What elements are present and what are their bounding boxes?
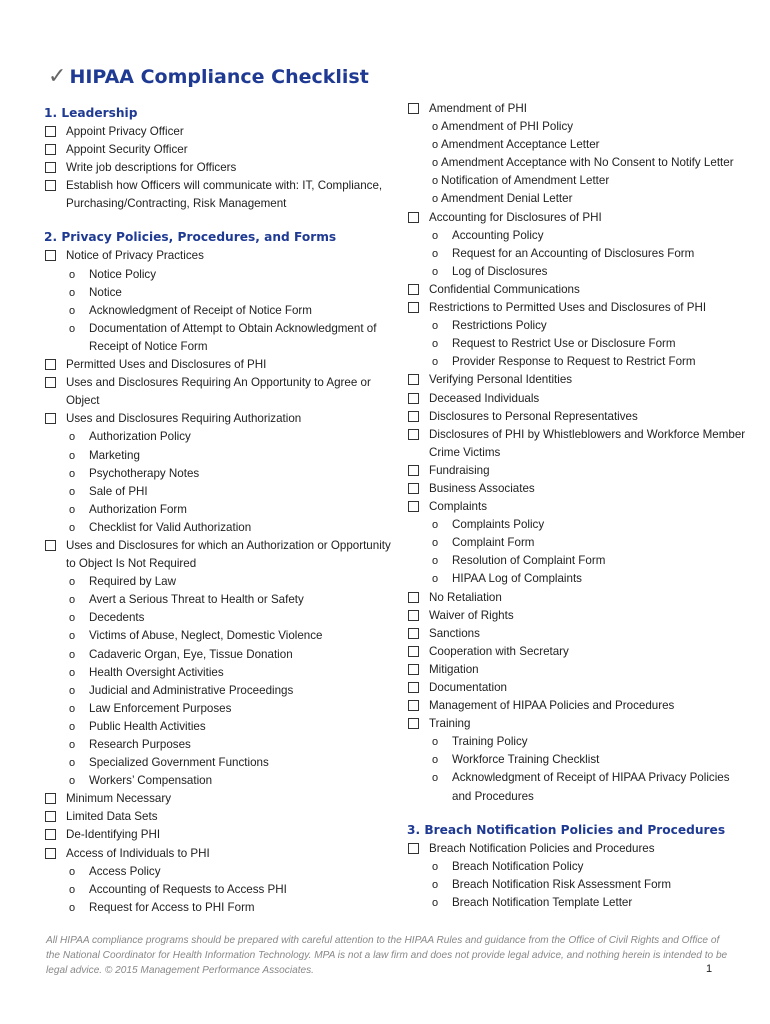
checklist-subitem: [44, 646, 394, 664]
item-label: Required by Law: [89, 575, 177, 589]
bullet-icon: o: [431, 356, 439, 369]
item-label: Accounting for Disclosures of PHI: [429, 210, 602, 224]
checkbox[interactable]: [45, 848, 56, 859]
checklist-item: [44, 177, 394, 213]
checklist-item: [407, 679, 747, 697]
bullet-icon: o: [431, 772, 439, 785]
item-label: Avert a Serious Threat to Health or Safety: [89, 593, 304, 607]
item-label: Amendment Acceptance Letter: [441, 138, 600, 152]
checklist-item: [44, 123, 394, 141]
checklist-item: [407, 643, 747, 661]
item-label: No Retaliation: [429, 590, 502, 604]
item-label: Mitigation: [429, 662, 479, 676]
checkbox[interactable]: [45, 250, 56, 261]
section-spacer: [407, 806, 747, 817]
checklist-subitem: [44, 284, 394, 302]
item-label: Management of HIPAA Policies and Procedures: [429, 699, 675, 713]
bullet-icon: o: [431, 860, 439, 873]
bullet-icon: o: [68, 612, 76, 625]
checkbox[interactable]: [408, 212, 419, 223]
item-label: Documentation: [429, 681, 507, 694]
item-label: Request to Restrict Use or Disclosure Form: [452, 337, 676, 351]
checklist-subitem: [44, 736, 394, 754]
checklist-item: [407, 715, 747, 733]
checklist-subitem: [44, 718, 394, 736]
item-label: Public Health Activities: [89, 719, 206, 733]
item-label: Complaint Form: [452, 536, 535, 550]
checklist-subitem: [407, 136, 747, 154]
item-label: Amendment of PHI: [429, 102, 527, 115]
item-label: Checklist for Valid Authorization: [89, 520, 252, 534]
checklist-subitem: [44, 320, 394, 356]
item-label: Minimum Necessary: [66, 792, 172, 806]
item-label: Breach Notification Template Letter: [452, 895, 633, 909]
bullet-icon: o: [68, 576, 76, 589]
checkbox[interactable]: [408, 843, 419, 854]
checkbox[interactable]: [408, 700, 419, 711]
checklist-subitem: [44, 266, 394, 284]
bullet-icon: o: [68, 648, 76, 661]
checklist-subitem: [407, 769, 747, 805]
checkbox[interactable]: [408, 483, 419, 494]
checklist-item: [44, 374, 394, 410]
checklist-item: [44, 826, 394, 844]
item-label: Notice of Privacy Practices: [66, 249, 204, 263]
item-label: Deceased Individuals: [429, 391, 540, 405]
checklist-item: [407, 661, 747, 679]
item-label: Notice Policy: [89, 267, 157, 281]
checkbox[interactable]: [408, 682, 419, 693]
checklist-subitem: [44, 501, 394, 519]
item-label: Sale of PHI: [89, 484, 148, 498]
item-label: Confidential Communications: [429, 282, 580, 296]
checklist-item: [407, 462, 747, 480]
item-label: Fundraising: [429, 463, 490, 477]
section-spacer: [44, 213, 394, 224]
checklist-subitem: [44, 609, 394, 627]
checklist-item: [407, 100, 747, 118]
checklist-subitem: [44, 881, 394, 899]
checklist-item: [407, 607, 747, 625]
item-label: Amendment Acceptance with No Consent to Notify Letter: [441, 156, 734, 170]
checklist-item: [407, 371, 747, 389]
checklist-item: [44, 790, 394, 808]
checklist-item: [44, 356, 394, 374]
bullet-icon: o: [68, 630, 76, 643]
checklist-item: [44, 808, 394, 826]
disclaimer-footer: All HIPAA compliance programs should be prepared with careful attention to the HIPAA Rules and guidance from the Office of Civil Rights and Office of the National Coordinator for Health Information Technology. MPA is not a law firm and does not provide legal advice, and nothing herein is intended to be legal advice. © 2015 Management Performance Associates.: [46, 935, 728, 976]
checklist-subitem: [44, 627, 394, 645]
bullet-icon: o: [68, 702, 76, 715]
item-label: Request for Access to PHI Form: [89, 900, 255, 914]
checkbox[interactable]: [408, 610, 419, 621]
checklist-subitem: [44, 447, 394, 465]
checkbox[interactable]: [45, 793, 56, 804]
checklist-subitem: [44, 573, 394, 591]
checklist-subitem: [407, 335, 747, 353]
item-label: Access Policy: [89, 864, 161, 878]
bullet-icon: o: [68, 720, 76, 733]
checklist-subitem: [407, 534, 747, 552]
item-label: Judicial and Administrative Proceedings: [89, 683, 294, 697]
checklist-subitem: [44, 682, 394, 700]
left-column: [44, 100, 394, 917]
item-label: Workers’ Compensation: [89, 774, 213, 788]
checklist-subitem: [407, 353, 747, 371]
item-label: Notice: [89, 285, 122, 299]
checklist-subitem: [407, 227, 747, 245]
bullet-icon: o: [68, 594, 76, 607]
bullet-icon: o: [431, 121, 439, 134]
item-label: Permitted Uses and Disclosures of PHI: [66, 358, 267, 372]
checklist-subitem: [407, 894, 747, 912]
item-label: Amendment of PHI Policy: [441, 120, 574, 134]
bullet-icon: o: [68, 322, 76, 335]
item-label: Training: [429, 717, 471, 731]
item-label: Disclosures of PHI by Whistleblowers and Workforce Member Crime Victims: [429, 427, 746, 459]
checklist-item: [407, 589, 747, 607]
bullet-icon: o: [431, 754, 439, 767]
checkbox[interactable]: [45, 162, 56, 173]
item-label: Breach Notification Policies and Procedures: [429, 841, 655, 855]
item-label: Research Purposes: [89, 738, 191, 751]
item-label: Marketing: [89, 448, 140, 462]
checklist-subitem: [44, 754, 394, 772]
section-heading: 1. Leadership: [44, 106, 138, 120]
checkbox[interactable]: [408, 393, 419, 404]
bullet-icon: o: [68, 268, 76, 281]
checklist-subitem: [44, 519, 394, 537]
item-label: Verifying Personal Identities: [429, 373, 573, 387]
checkbox[interactable]: [45, 540, 56, 551]
bullet-icon: o: [68, 757, 76, 770]
section-heading: 2. Privacy Policies, Procedures, and Forms: [44, 230, 337, 245]
checkbox[interactable]: [408, 284, 419, 295]
item-label: Acknowledgment of Receipt of HIPAA Privacy Policies and Procedures: [452, 771, 730, 803]
item-label: De-Identifying PHI: [66, 828, 161, 842]
item-label: Restrictions to Permitted Uses and Disclosures of PHI: [429, 301, 707, 315]
checklist-subitem: [407, 118, 747, 136]
section-heading: 3. Breach Notification Policies and Procedures: [407, 822, 726, 837]
item-label: Sanctions: [429, 626, 480, 640]
checklist-item: [44, 845, 394, 863]
item-label: Workforce Training Checklist: [452, 753, 600, 767]
checklist-item: [407, 426, 747, 462]
checklist-subitem: [44, 483, 394, 501]
checkbox[interactable]: [408, 429, 419, 440]
checkbox[interactable]: [45, 829, 56, 840]
checklist-subitem: [407, 190, 747, 208]
item-label: Complaints: [429, 500, 487, 514]
item-label: Waiver of Rights: [429, 608, 514, 622]
bullet-icon: o: [431, 573, 439, 586]
checklist-item: [44, 141, 394, 159]
checklist-item: [44, 410, 394, 428]
checkbox[interactable]: [45, 359, 56, 370]
checklist-subitem: [44, 899, 394, 917]
checkbox[interactable]: [408, 501, 419, 512]
bullet-icon: o: [431, 320, 439, 333]
item-label: Accounting of Requests to Access PHI: [89, 882, 287, 896]
item-label: Authorization Policy: [89, 430, 191, 444]
checklist-subitem: [407, 172, 747, 190]
checkbox[interactable]: [45, 144, 56, 155]
bullet-icon: o: [68, 684, 76, 697]
bullet-icon: o: [431, 229, 439, 242]
item-label: Provider Response to Request to Restrict Form: [452, 355, 696, 369]
checklist-subitem: [44, 664, 394, 682]
bullet-icon: o: [68, 286, 76, 299]
checkbox[interactable]: [408, 411, 419, 422]
item-label: Acknowledgment of Receipt of Notice Form: [89, 303, 312, 317]
item-label: Decedents: [89, 611, 145, 625]
item-label: Health Oversight Activities: [89, 665, 224, 679]
item-label: Victims of Abuse, Neglect, Domestic Violence: [89, 629, 323, 643]
item-label: Documentation of Attempt to Obtain Acknowledgment of Receipt of Notice Form: [89, 321, 377, 353]
bullet-icon: o: [68, 775, 76, 788]
checkbox[interactable]: [408, 646, 419, 657]
bullet-icon: o: [431, 736, 439, 749]
bullet-icon: o: [68, 449, 76, 462]
checklist-subitem: [407, 516, 747, 534]
item-label: Amendment Denial Letter: [441, 192, 573, 206]
checkbox[interactable]: [408, 374, 419, 385]
bullet-icon: o: [68, 431, 76, 444]
bullet-icon: o: [68, 503, 76, 516]
title-text: HIPAA Compliance Checklist: [69, 65, 369, 88]
item-label: Accounting Policy: [452, 228, 544, 242]
bullet-icon: o: [68, 304, 76, 317]
item-label: Request for an Accounting of Disclosures Form: [452, 246, 695, 260]
bullet-icon: o: [68, 883, 76, 896]
bullet-icon: o: [431, 878, 439, 891]
checkbox[interactable]: [45, 126, 56, 137]
bullet-icon: o: [431, 537, 439, 550]
checklist-subitem: [407, 263, 747, 281]
item-label: Uses and Disclosures for which an Authorization or Opportunity to Object Is Not Required: [66, 538, 391, 571]
checklist-item: [407, 625, 747, 643]
checklist-subitem: [44, 302, 394, 320]
checklist-subitem: [407, 733, 747, 751]
checklist-subitem: [44, 863, 394, 881]
checklist-item: [407, 299, 747, 317]
checkbox[interactable]: [408, 302, 419, 313]
item-label: Uses and Disclosures Requiring An Opportunity to Agree or Object: [66, 376, 371, 408]
item-label: Specialized Government Functions: [89, 756, 269, 770]
bullet-icon: o: [431, 193, 439, 206]
checklist-item: [44, 537, 394, 573]
item-label: Complaints Policy: [452, 518, 545, 532]
checklist-subitem: [407, 876, 747, 894]
bullet-icon: o: [431, 265, 439, 278]
bullet-icon: o: [68, 901, 76, 914]
item-label: Establish how Officers will communicate with: IT, Compliance, Purchasing/Contracting, Risk Management: [66, 179, 383, 211]
bullet-icon: o: [431, 157, 439, 170]
checkbox[interactable]: [408, 664, 419, 675]
bullet-icon: o: [68, 485, 76, 498]
checklist-item: [44, 159, 394, 177]
checkbox[interactable]: [45, 377, 56, 388]
checklist-subitem: [407, 858, 747, 876]
item-label: Cooperation with Secretary: [429, 644, 569, 658]
checklist-item: [407, 408, 747, 426]
checklist-subitem: [407, 317, 747, 335]
checklist-subitem: [407, 154, 747, 172]
bullet-icon: o: [68, 666, 76, 679]
item-label: Breach Notification Policy: [452, 859, 584, 873]
checkbox[interactable]: [408, 592, 419, 603]
checkbox[interactable]: [408, 465, 419, 476]
checklist-item: [407, 480, 747, 498]
item-label: Psychotherapy Notes: [89, 466, 200, 480]
checklist-subitem: [44, 772, 394, 790]
checklist-subitem: [407, 570, 747, 588]
item-label: Limited Data Sets: [66, 810, 158, 824]
bullet-icon: o: [68, 865, 76, 878]
bullet-icon: o: [431, 139, 439, 152]
checkmark-icon: ✓: [48, 64, 67, 89]
checklist-subitem: [407, 245, 747, 263]
item-label: Business Associates: [429, 481, 535, 495]
page-number: 1: [706, 963, 713, 975]
checklist-subitem: [44, 465, 394, 483]
checklist-item: [407, 390, 747, 408]
bullet-icon: o: [431, 175, 439, 188]
checklist-item: [407, 697, 747, 715]
item-label: Access of Individuals to PHI: [66, 846, 210, 860]
item-label: Cadaveric Organ, Eye, Tissue Donation: [89, 647, 293, 661]
checklist-subitem: [407, 552, 747, 570]
page-title: [48, 64, 369, 89]
checkbox[interactable]: [45, 413, 56, 424]
bullet-icon: o: [431, 247, 439, 260]
item-label: Authorization Form: [89, 502, 187, 516]
checklist-item: [407, 840, 747, 858]
bullet-icon: o: [431, 338, 439, 351]
checkbox[interactable]: [45, 811, 56, 822]
item-label: HIPAA Log of Complaints: [452, 572, 582, 586]
checkbox[interactable]: [408, 628, 419, 639]
bullet-icon: o: [68, 739, 76, 751]
item-label: Log of Disclosures: [452, 264, 548, 278]
checklist-subitem: [44, 591, 394, 609]
item-label: Notification of Amendment Letter: [441, 174, 610, 188]
item-label: Uses and Disclosures Requiring Authorization: [66, 412, 302, 426]
checkbox[interactable]: [408, 718, 419, 729]
checklist-item: [407, 498, 747, 516]
checklist-item: [407, 281, 747, 299]
bullet-icon: o: [68, 521, 76, 534]
checklist-subitem: [407, 751, 747, 769]
item-label: Resolution of Complaint Form: [452, 554, 606, 568]
checkbox[interactable]: [408, 103, 419, 114]
item-label: Appoint Security Officer: [66, 143, 188, 157]
item-label: Write job descriptions for Officers: [66, 161, 237, 175]
checklist-item: [44, 247, 394, 265]
item-label: Restrictions Policy: [452, 319, 547, 333]
right-column: [407, 100, 747, 912]
bullet-icon: o: [431, 896, 439, 909]
bullet-icon: o: [431, 555, 439, 568]
item-label: Breach Notification Risk Assessment Form: [452, 877, 672, 891]
checklist-subitem: [44, 700, 394, 718]
item-label: Law Enforcement Purposes: [89, 701, 232, 715]
checkbox[interactable]: [45, 180, 56, 191]
item-label: Disclosures to Personal Representatives: [429, 409, 638, 423]
item-label: Appoint Privacy Officer: [66, 125, 184, 138]
bullet-icon: o: [431, 519, 439, 532]
checklist-subitem: [44, 428, 394, 446]
bullet-icon: o: [68, 467, 76, 480]
item-label: Training Policy: [452, 735, 528, 749]
checklist-item: [407, 209, 747, 227]
